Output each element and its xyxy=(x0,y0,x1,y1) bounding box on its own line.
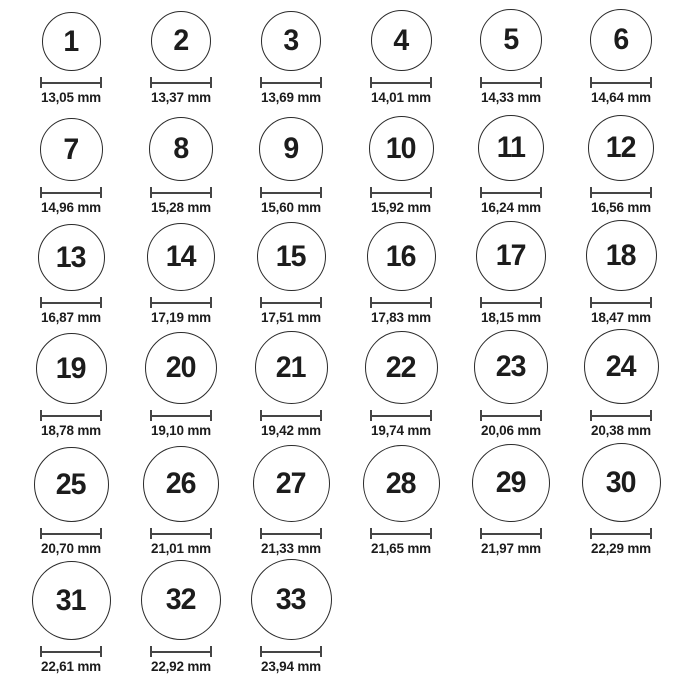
ring-size-number: 14 xyxy=(166,240,196,274)
measurement-bar xyxy=(370,410,432,421)
ring-size-number: 16 xyxy=(386,239,416,273)
measurement-label: 19,10 mm xyxy=(151,423,211,439)
measurement-bar xyxy=(40,187,102,198)
ring-size-cell xyxy=(126,222,236,332)
ring-size-cell xyxy=(16,0,126,112)
ring-size-cell xyxy=(456,445,566,563)
measurement-bar xyxy=(40,77,102,88)
ring-size-cell xyxy=(456,332,566,445)
ring-size-number: 26 xyxy=(166,467,196,501)
measurement-line xyxy=(592,533,650,535)
ring-circle xyxy=(259,117,323,181)
measurement-line xyxy=(152,415,210,417)
ring-size-number: 4 xyxy=(393,23,409,57)
ring-circle xyxy=(582,443,661,522)
measurement-tick-right-icon xyxy=(100,646,102,657)
ring-size-cell xyxy=(566,445,676,563)
ring-size-cell xyxy=(456,112,566,222)
measurement-line xyxy=(42,82,100,84)
ring-circle xyxy=(143,446,219,522)
ring-size-number: 31 xyxy=(56,583,86,617)
ring-size-cell xyxy=(346,0,456,112)
ring-size-number: 2 xyxy=(173,24,189,58)
measurement-label: 17,19 mm xyxy=(151,310,211,326)
measurement-tick-right-icon xyxy=(100,187,102,198)
ring-circle xyxy=(32,561,111,640)
ring-size-cell xyxy=(456,222,566,332)
measurement-line xyxy=(262,192,320,194)
measurement-bar xyxy=(480,77,542,88)
measurement-bar xyxy=(150,410,212,421)
measurement-tick-right-icon xyxy=(210,297,212,308)
ring-circle xyxy=(371,10,432,71)
ring-size-number: 17 xyxy=(496,239,526,273)
measurement-line xyxy=(482,192,540,194)
ring-circle xyxy=(472,444,550,522)
ring-size-cell xyxy=(16,112,126,222)
measurement-line xyxy=(152,82,210,84)
measurement-bar xyxy=(150,646,212,657)
ring-circle xyxy=(363,445,440,522)
measurement-label: 14,96 mm xyxy=(41,200,101,216)
ring-size-number: 15 xyxy=(276,239,306,273)
measurement-bar xyxy=(590,410,652,421)
measurement-label: 18,47 mm xyxy=(591,310,651,326)
measurement-tick-right-icon xyxy=(430,187,432,198)
measurement-tick-right-icon xyxy=(210,187,212,198)
ring-size-number: 5 xyxy=(503,23,519,57)
measurement-label: 16,24 mm xyxy=(481,200,541,216)
measurement-tick-right-icon xyxy=(320,528,322,539)
ring-size-cell xyxy=(236,563,346,700)
measurement-bar xyxy=(590,77,652,88)
measurement-tick-right-icon xyxy=(650,410,652,421)
measurement-bar xyxy=(590,297,652,308)
ring-size-cell xyxy=(16,222,126,332)
measurement-line xyxy=(42,533,100,535)
measurement-line xyxy=(372,192,430,194)
measurement-line xyxy=(42,415,100,417)
ring-size-number: 24 xyxy=(606,349,636,383)
ring-size-number: 27 xyxy=(276,466,306,500)
ring-size-cell xyxy=(236,0,346,112)
ring-circle xyxy=(151,11,211,71)
ring-size-cell xyxy=(16,563,126,700)
measurement-tick-right-icon xyxy=(320,410,322,421)
ring-size-number: 12 xyxy=(606,131,636,165)
measurement-bar xyxy=(480,297,542,308)
measurement-label: 21,33 mm xyxy=(261,541,321,557)
measurement-bar xyxy=(370,297,432,308)
measurement-bar xyxy=(480,410,542,421)
ring-size-number: 23 xyxy=(496,350,526,384)
measurement-line xyxy=(262,302,320,304)
measurement-tick-right-icon xyxy=(320,77,322,88)
ring-size-number: 18 xyxy=(606,238,636,272)
measurement-tick-right-icon xyxy=(540,410,542,421)
measurement-line xyxy=(152,192,210,194)
measurement-line xyxy=(152,533,210,535)
measurement-label: 18,78 mm xyxy=(41,423,101,439)
ring-circle xyxy=(251,559,332,640)
ring-size-cell xyxy=(566,332,676,445)
measurement-line xyxy=(592,192,650,194)
measurement-bar xyxy=(590,528,652,539)
ring-size-cell xyxy=(16,332,126,445)
measurement-line xyxy=(42,651,100,653)
measurement-bar xyxy=(40,410,102,421)
measurement-tick-right-icon xyxy=(210,646,212,657)
ring-size-cell xyxy=(346,445,456,563)
measurement-tick-right-icon xyxy=(650,528,652,539)
ring-circle xyxy=(261,11,321,71)
ring-size-number: 32 xyxy=(166,583,196,617)
measurement-line xyxy=(152,651,210,653)
measurement-bar xyxy=(150,297,212,308)
measurement-bar xyxy=(480,528,542,539)
measurement-line xyxy=(372,82,430,84)
ring-circle xyxy=(480,9,542,71)
measurement-line xyxy=(592,82,650,84)
measurement-line xyxy=(482,302,540,304)
measurement-bar xyxy=(260,410,322,421)
ring-size-number: 1 xyxy=(63,24,79,58)
measurement-label: 14,33 mm xyxy=(481,90,541,106)
measurement-line xyxy=(262,82,320,84)
measurement-label: 18,15 mm xyxy=(481,310,541,326)
measurement-tick-right-icon xyxy=(100,77,102,88)
ring-circle xyxy=(365,331,438,404)
ring-circle xyxy=(588,115,654,181)
ring-size-cell xyxy=(346,222,456,332)
ring-circle xyxy=(145,332,217,404)
ring-circle xyxy=(149,117,213,181)
ring-circle xyxy=(141,560,221,640)
measurement-tick-right-icon xyxy=(430,297,432,308)
measurement-bar xyxy=(260,297,322,308)
ring-size-number: 21 xyxy=(276,350,306,384)
measurement-bar xyxy=(150,187,212,198)
ring-size-number: 13 xyxy=(56,240,86,274)
ring-circle xyxy=(478,115,544,181)
measurement-label: 14,01 mm xyxy=(371,90,431,106)
measurement-line xyxy=(372,415,430,417)
ring-circle xyxy=(40,118,103,181)
ring-circle xyxy=(257,222,326,291)
ring-circle xyxy=(36,333,107,404)
measurement-bar xyxy=(40,297,102,308)
ring-circle xyxy=(476,221,546,291)
measurement-label: 22,29 mm xyxy=(591,541,651,557)
ring-circle xyxy=(42,12,101,71)
measurement-tick-right-icon xyxy=(210,528,212,539)
measurement-label: 13,37 mm xyxy=(151,90,211,106)
measurement-tick-right-icon xyxy=(100,528,102,539)
measurement-label: 21,01 mm xyxy=(151,541,211,557)
measurement-tick-right-icon xyxy=(320,297,322,308)
measurement-label: 17,51 mm xyxy=(261,310,321,326)
ring-size-number: 29 xyxy=(496,466,526,500)
ring-size-cell xyxy=(346,112,456,222)
ring-size-cell xyxy=(566,222,676,332)
measurement-bar xyxy=(40,528,102,539)
measurement-label: 23,94 mm xyxy=(261,659,321,675)
measurement-bar xyxy=(40,646,102,657)
measurement-line xyxy=(592,302,650,304)
measurement-label: 21,65 mm xyxy=(371,541,431,557)
ring-size-number: 20 xyxy=(166,351,196,385)
measurement-bar xyxy=(150,77,212,88)
measurement-line xyxy=(152,302,210,304)
measurement-label: 20,38 mm xyxy=(591,423,651,439)
ring-size-number: 33 xyxy=(276,582,306,616)
measurement-bar xyxy=(260,77,322,88)
ring-size-number: 11 xyxy=(496,131,526,165)
ring-size-number: 25 xyxy=(56,467,86,501)
measurement-label: 19,42 mm xyxy=(261,423,321,439)
ring-circle xyxy=(474,330,548,404)
measurement-tick-right-icon xyxy=(540,297,542,308)
measurement-tick-right-icon xyxy=(210,410,212,421)
measurement-label: 13,69 mm xyxy=(261,90,321,106)
ring-size-number: 10 xyxy=(386,131,416,165)
ring-circle xyxy=(255,331,328,404)
measurement-line xyxy=(482,82,540,84)
measurement-line xyxy=(42,302,100,304)
measurement-bar xyxy=(370,528,432,539)
measurement-bar xyxy=(480,187,542,198)
measurement-label: 15,92 mm xyxy=(371,200,431,216)
ring-size-cell xyxy=(456,0,566,112)
measurement-label: 16,87 mm xyxy=(41,310,101,326)
measurement-label: 20,06 mm xyxy=(481,423,541,439)
ring-circle xyxy=(147,223,215,291)
measurement-label: 16,56 mm xyxy=(591,200,651,216)
ring-size-cell xyxy=(16,445,126,563)
measurement-line xyxy=(262,651,320,653)
ring-size-cell xyxy=(126,445,236,563)
measurement-line xyxy=(592,415,650,417)
ring-size-number: 9 xyxy=(283,132,299,166)
measurement-label: 19,74 mm xyxy=(371,423,431,439)
ring-circle xyxy=(253,445,330,522)
ring-size-number: 22 xyxy=(386,350,416,384)
ring-size-number: 30 xyxy=(606,465,636,499)
ring-size-cell xyxy=(126,332,236,445)
measurement-tick-right-icon xyxy=(650,297,652,308)
ring-size-number: 6 xyxy=(613,23,629,57)
ring-size-cell xyxy=(236,222,346,332)
measurement-tick-right-icon xyxy=(430,528,432,539)
measurement-line xyxy=(262,533,320,535)
ring-circle xyxy=(584,329,659,404)
ring-circle xyxy=(34,447,109,522)
ring-size-number: 8 xyxy=(173,132,189,166)
measurement-label: 14,64 mm xyxy=(591,90,651,106)
ring-size-cell xyxy=(126,0,236,112)
measurement-tick-right-icon xyxy=(100,410,102,421)
ring-size-cell xyxy=(236,332,346,445)
measurement-label: 17,83 mm xyxy=(371,310,431,326)
ring-size-cell xyxy=(346,332,456,445)
measurement-tick-right-icon xyxy=(320,187,322,198)
ring-size-cell xyxy=(126,563,236,700)
ring-circle xyxy=(367,222,436,291)
measurement-bar xyxy=(590,187,652,198)
ring-size-number: 3 xyxy=(283,24,299,58)
measurement-tick-right-icon xyxy=(100,297,102,308)
measurement-label: 20,70 mm xyxy=(41,541,101,557)
ring-circle xyxy=(38,224,105,291)
measurement-label: 21,97 mm xyxy=(481,541,541,557)
measurement-bar xyxy=(260,646,322,657)
measurement-line xyxy=(482,415,540,417)
measurement-label: 15,28 mm xyxy=(151,200,211,216)
measurement-line xyxy=(482,533,540,535)
ring-size-number: 19 xyxy=(56,351,86,385)
ring-size-cell xyxy=(236,445,346,563)
ring-size-cell xyxy=(566,0,676,112)
ring-size-cell xyxy=(126,112,236,222)
ring-circle xyxy=(586,220,657,291)
measurement-tick-right-icon xyxy=(650,77,652,88)
measurement-tick-right-icon xyxy=(320,646,322,657)
measurement-label: 13,05 mm xyxy=(41,90,101,106)
ring-circle xyxy=(369,116,434,181)
measurement-label: 22,92 mm xyxy=(151,659,211,675)
ring-size-cell xyxy=(566,112,676,222)
measurement-tick-right-icon xyxy=(540,187,542,198)
measurement-tick-right-icon xyxy=(430,410,432,421)
measurement-bar xyxy=(370,187,432,198)
measurement-label: 15,60 mm xyxy=(261,200,321,216)
measurement-bar xyxy=(260,187,322,198)
measurement-label: 22,61 mm xyxy=(41,659,101,675)
measurement-tick-right-icon xyxy=(210,77,212,88)
measurement-tick-right-icon xyxy=(540,528,542,539)
measurement-line xyxy=(42,192,100,194)
measurement-line xyxy=(262,415,320,417)
measurement-tick-right-icon xyxy=(430,77,432,88)
measurement-bar xyxy=(150,528,212,539)
measurement-line xyxy=(372,533,430,535)
ring-size-number: 7 xyxy=(63,132,79,166)
measurement-tick-right-icon xyxy=(650,187,652,198)
ring-size-cell xyxy=(236,112,346,222)
measurement-bar xyxy=(260,528,322,539)
measurement-tick-right-icon xyxy=(540,77,542,88)
ring-circle xyxy=(590,9,652,71)
measurement-bar xyxy=(370,77,432,88)
ring-size-number: 28 xyxy=(386,466,416,500)
measurement-line xyxy=(372,302,430,304)
